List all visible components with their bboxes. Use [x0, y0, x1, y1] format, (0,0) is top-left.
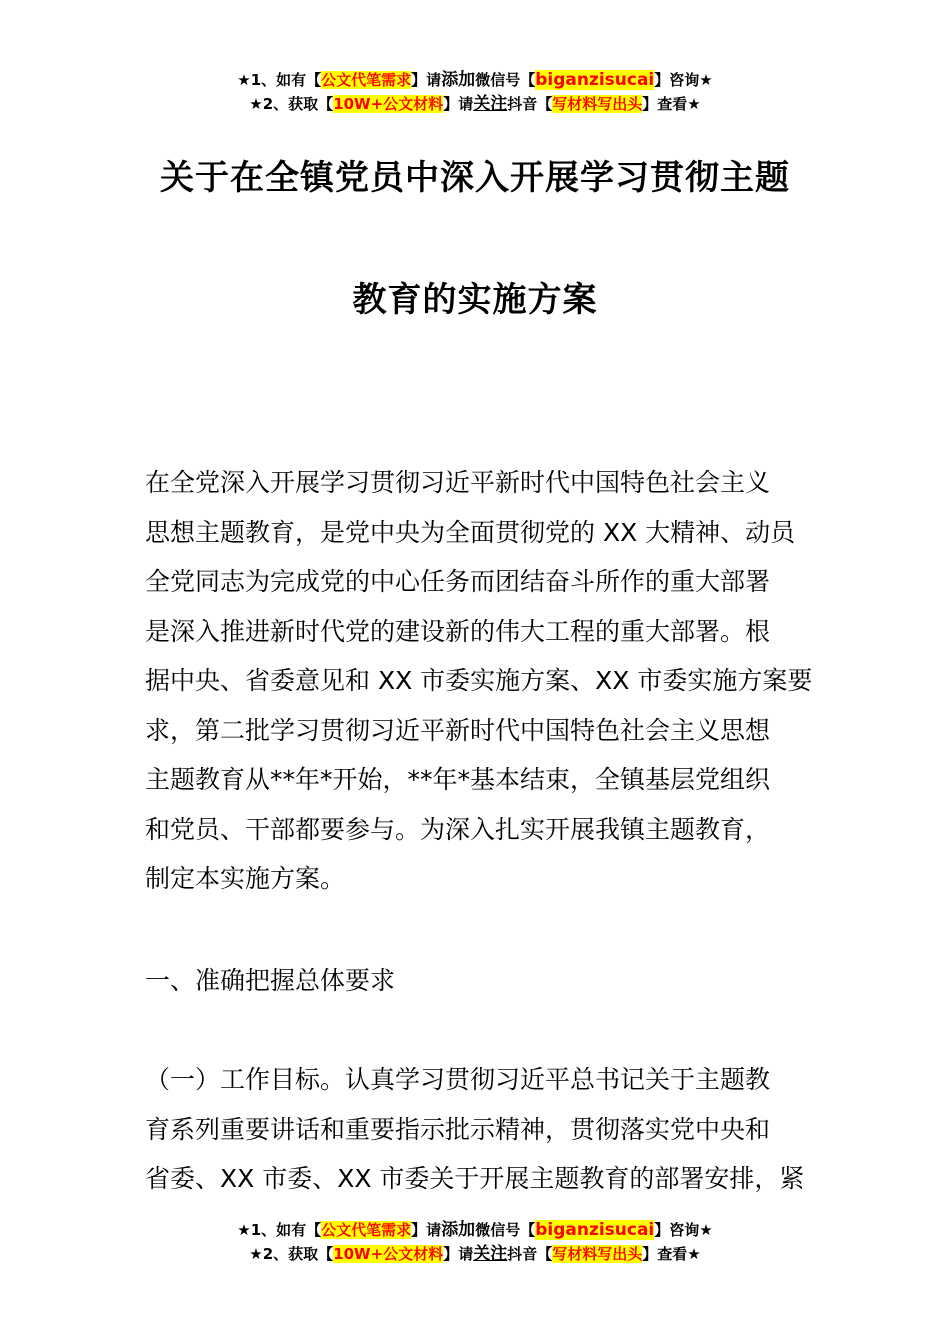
text-line: 省委、XX 市委、XX 市委关于开展主题教育的部署安排，紧: [145, 1164, 805, 1193]
banner-highlight: biganzisucai: [535, 70, 655, 90]
banner-text: 】查看★: [642, 95, 701, 113]
paragraph-intro: [145, 458, 813, 904]
banner-line-2: [0, 1242, 950, 1266]
banner-highlight: 10W+公文材料: [333, 95, 444, 113]
banner-text: 微信号【: [475, 1221, 536, 1239]
banner-text: 抖音【: [507, 1245, 553, 1263]
banner-text: 】咨询★: [654, 1221, 713, 1239]
banner-highlight: 写材料写出头: [552, 95, 643, 113]
text-line: 在全党深入开展学习贯彻习近平新时代中国特色社会主义: [145, 468, 771, 497]
banner-line-1: [0, 1218, 950, 1242]
banner-text: 微信号【: [475, 71, 536, 89]
banner-text: 】请: [443, 95, 474, 113]
banner-line-1: [0, 68, 950, 92]
text-line: 据中央、省委意见和 XX 市委实施方案、XX 市委实施方案要: [145, 666, 813, 695]
banner-emphasis: 关注: [473, 1244, 508, 1264]
banner-highlight: biganzisucai: [535, 1220, 655, 1240]
text-line: 和党员、干部都要参与。为深入扎实开展我镇主题教育，: [145, 814, 771, 844]
banner-emphasis: 添加: [441, 1220, 476, 1240]
banner-text: 】咨询★: [654, 71, 713, 89]
banner-highlight: 10W+公文材料: [333, 1245, 444, 1263]
banner-highlight: 公文代笔需求: [321, 1221, 412, 1239]
banner-text: 抖音【: [507, 95, 553, 113]
bottom-banner: [0, 1218, 950, 1266]
banner-highlight: 写材料写出头: [552, 1245, 643, 1263]
banner-text: 】请: [411, 1221, 442, 1239]
banner-text: ★2、获取【: [249, 1245, 334, 1263]
top-banner: [0, 68, 950, 116]
banner-text: 】查看★: [642, 1245, 701, 1263]
text-line: 育系列重要讲话和重要指示批示精神，贯彻落实党中央和: [145, 1114, 771, 1144]
banner-line-2: [0, 92, 950, 116]
text-line: （一）工作目标。认真学习贯彻习近平总书记关于主题教: [145, 1065, 771, 1094]
banner-text: ★2、获取【: [249, 95, 334, 113]
text-line: 思想主题教育，是党中央为全面贯彻党的 XX 大精神、动员: [145, 517, 796, 547]
text-line: 制定本实施方案。: [145, 864, 346, 893]
banner-text: 】请: [443, 1245, 474, 1263]
banner-emphasis: 添加: [441, 70, 476, 90]
document-title-line-1: 关于在全镇党员中深入开展学习贯彻主题: [160, 158, 790, 198]
paragraph-work-goal: [145, 1055, 810, 1204]
text-line: 求，第二批学习贯彻习近平新时代中国特色社会主义思想: [145, 715, 771, 745]
text-line: 是深入推进新时代党的建设新的伟大工程的重大部署。根: [145, 616, 771, 646]
banner-text: 】请: [411, 71, 442, 89]
banner-text: ★1、如有【: [237, 71, 322, 89]
banner-highlight: 公文代笔需求: [321, 71, 412, 89]
banner-text: ★1、如有【: [237, 1221, 322, 1239]
banner-emphasis: 关注: [473, 94, 508, 114]
text-line: 全党同志为完成党的中心任务而团结奋斗所作的重大部署: [145, 567, 771, 596]
section-heading: 一、准确把握总体要求: [145, 966, 396, 995]
text-line: 主题教育从**年*开始，**年*基本结束，全镇基层党组织: [145, 765, 771, 794]
document-title-line-2: 教育的实施方案: [352, 280, 598, 320]
